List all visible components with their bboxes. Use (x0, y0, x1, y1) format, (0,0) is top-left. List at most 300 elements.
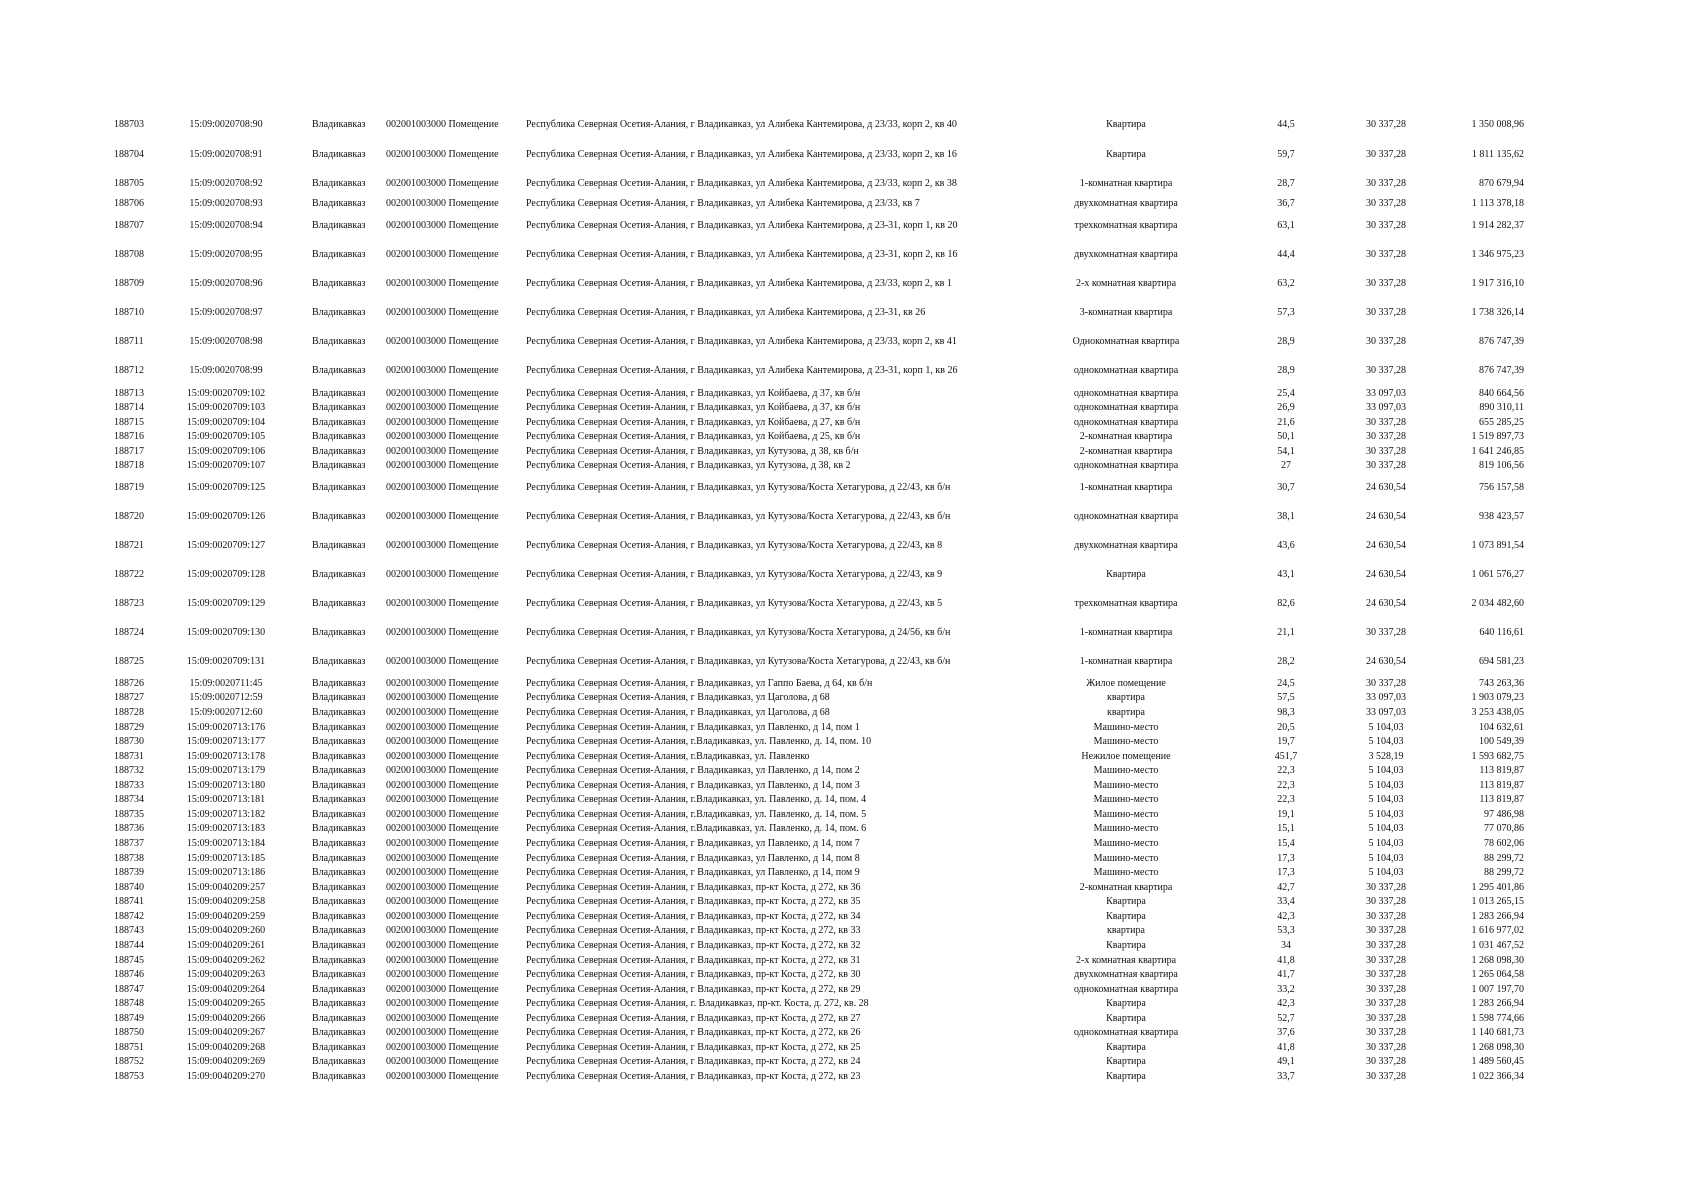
cadastral-value: 876 747,39 (1479, 336, 1524, 347)
area: 41,7 (1277, 969, 1295, 980)
cadastral-number: 15:09:0020709:129 (186, 598, 266, 609)
cadastral-number: 15:09:0020709:128 (186, 569, 266, 580)
object-code: 002001003000 Помещение (386, 198, 499, 209)
cadastral-number: 15:09:0040209:261 (186, 940, 266, 951)
address: Республика Северная Осетия-Алания, г Владикавказ, пр-кт Коста, д 272, кв 23 (526, 1071, 861, 1082)
row-id: 188712 (114, 365, 144, 376)
cadastral-number: 15:09:0020708:98 (189, 336, 263, 347)
table-row (0, 177, 1697, 191)
object-code: 002001003000 Помещение (386, 678, 499, 689)
object-code: 002001003000 Помещение (386, 1071, 499, 1082)
cadastral-value: 1 917 316,10 (1471, 278, 1524, 289)
area: 42,3 (1277, 911, 1295, 922)
object-type: Машино-место (1093, 794, 1159, 805)
row-id: 188706 (114, 198, 144, 209)
cadastral-value: 1 265 064,58 (1471, 969, 1524, 980)
address: Республика Северная Осетия-Алания, г Владикавказ, ул Алибека Кантемирова, д 23-31, корп 1, кв 20 (526, 220, 958, 231)
area: 36,7 (1277, 198, 1295, 209)
city: Владикавказ (312, 780, 366, 791)
object-type: Машино-место (1093, 867, 1159, 878)
object-code: 002001003000 Помещение (386, 969, 499, 980)
object-type: Жилое помещение (1086, 678, 1166, 689)
unit-price: 30 337,28 (1366, 249, 1406, 260)
city: Владикавказ (312, 460, 366, 471)
object-code: 002001003000 Помещение (386, 278, 499, 289)
cadastral-value: 1 519 897,73 (1471, 431, 1524, 442)
row-id: 188740 (114, 882, 144, 893)
area: 63,2 (1277, 278, 1295, 289)
address: Республика Северная Осетия-Алания, г Владикавказ, пр-кт Коста, д 272, кв 34 (526, 911, 861, 922)
object-code: 002001003000 Помещение (386, 365, 499, 376)
object-code: 002001003000 Помещение (386, 482, 499, 493)
unit-price: 30 337,28 (1366, 446, 1406, 457)
object-code: 002001003000 Помещение (386, 511, 499, 522)
area: 49,1 (1277, 1056, 1295, 1067)
area: 44,5 (1277, 119, 1295, 130)
row-id: 188752 (114, 1056, 144, 1067)
area: 20,5 (1277, 722, 1295, 733)
object-type: однокомнатная квартира (1073, 388, 1179, 399)
object-code: 002001003000 Помещение (386, 853, 499, 864)
object-type: двухкомнатная квартира (1074, 969, 1178, 980)
area: 41,8 (1277, 955, 1295, 966)
object-type: трехкомнатная квартира (1074, 598, 1178, 609)
address: Республика Северная Осетия-Алания, г Владикавказ, ул Кутузова/Коста Хетагурова, д 22/43, кв б/н (526, 482, 951, 493)
object-code: 002001003000 Помещение (386, 867, 499, 878)
unit-price: 30 337,28 (1366, 1042, 1406, 1053)
object-type: Машино-место (1093, 838, 1159, 849)
cadastral-value: 78 602,06 (1484, 838, 1524, 849)
cadastral-number: 15:09:0020713:178 (186, 751, 266, 762)
cadastral-value: 100 549,39 (1479, 736, 1524, 747)
area: 24,5 (1277, 678, 1295, 689)
unit-price: 5 104,03 (1368, 838, 1404, 849)
cadastral-value: 876 747,39 (1479, 365, 1524, 376)
cadastral-value: 1 268 098,30 (1471, 1042, 1524, 1053)
object-code: 002001003000 Помещение (386, 780, 499, 791)
cadastral-value: 1 598 774,66 (1471, 1013, 1524, 1024)
address: Республика Северная Осетия-Алания, г Владикавказ, ул Койбаева, д 27, кв б/н (526, 417, 861, 428)
cadastral-value: 113 819,87 (1479, 794, 1524, 805)
city: Владикавказ (312, 998, 366, 1009)
cadastral-value: 2 034 482,60 (1471, 598, 1524, 609)
row-id: 188717 (114, 446, 144, 457)
unit-price: 5 104,03 (1368, 794, 1404, 805)
address: Республика Северная Осетия-Алания, г Владикавказ, пр-кт Коста, д 272, кв 33 (526, 925, 861, 936)
area: 28,2 (1277, 656, 1295, 667)
cadastral-value: 840 664,56 (1479, 388, 1524, 399)
object-code: 002001003000 Помещение (386, 307, 499, 318)
cadastral-value: 113 819,87 (1479, 765, 1524, 776)
city: Владикавказ (312, 896, 366, 907)
cadastral-number: 15:09:0020709:107 (186, 460, 266, 471)
city: Владикавказ (312, 838, 366, 849)
unit-price: 30 337,28 (1366, 149, 1406, 160)
city: Владикавказ (312, 1071, 366, 1082)
object-type: 2-комнатная квартира (1079, 431, 1173, 442)
address: Республика Северная Осетия-Алания, г Владикавказ, ул Кутузова, д 38, кв б/н (526, 446, 859, 457)
cadastral-value: 1 113 378,18 (1471, 198, 1524, 209)
table-row (0, 597, 1697, 611)
city: Владикавказ (312, 388, 366, 399)
row-id: 188704 (114, 149, 144, 160)
area: 53,3 (1277, 925, 1295, 936)
cadastral-value: 88 299,72 (1484, 853, 1524, 864)
address: Республика Северная Осетия-Алания, г. Владикавказ, пр-кт. Коста, д. 272, кв. 28 (526, 998, 869, 1009)
area: 28,7 (1277, 178, 1295, 189)
table-row (0, 197, 1697, 211)
object-type: однокомнатная квартира (1073, 1027, 1179, 1038)
row-id: 188707 (114, 220, 144, 231)
table-row (0, 626, 1697, 640)
area: 17,3 (1277, 853, 1295, 864)
cadastral-number: 15:09:0040209:265 (186, 998, 266, 1009)
city: Владикавказ (312, 678, 366, 689)
city: Владикавказ (312, 569, 366, 580)
object-type: квартира (1107, 692, 1145, 703)
city: Владикавказ (312, 119, 366, 130)
unit-price: 30 337,28 (1366, 984, 1406, 995)
area: 52,7 (1277, 1013, 1295, 1024)
table-row (0, 568, 1697, 582)
area: 21,6 (1277, 417, 1295, 428)
cadastral-number: 15:09:0040209:266 (186, 1013, 266, 1024)
row-id: 188746 (114, 969, 144, 980)
address: Республика Северная Осетия-Алания, г Владикавказ, ул Кутузова/Коста Хетагурова, д 22/43, кв б/н (526, 511, 951, 522)
cadastral-value: 1 295 401,86 (1471, 882, 1524, 893)
table-row (0, 910, 1697, 924)
city: Владикавказ (312, 198, 366, 209)
object-code: 002001003000 Помещение (386, 627, 499, 638)
row-id: 188734 (114, 794, 144, 805)
address: Республика Северная Осетия-Алания, г Владикавказ, пр-кт Коста, д 272, кв 36 (526, 882, 861, 893)
object-type: Машино-место (1093, 722, 1159, 733)
area: 33,4 (1277, 896, 1295, 907)
cadastral-number: 15:09:0020708:90 (189, 119, 263, 130)
table-row (0, 939, 1697, 953)
table-row (0, 706, 1697, 720)
object-type: 1-комнатная квартира (1079, 178, 1173, 189)
address: Республика Северная Осетия-Алания, г Владикавказ, ул Павленко, д 14, пом 7 (526, 838, 860, 849)
address: Республика Северная Осетия-Алания, г Владикавказ, пр-кт Коста, д 272, кв 29 (526, 984, 861, 995)
object-code: 002001003000 Помещение (386, 460, 499, 471)
cadastral-value: 640 116,61 (1479, 627, 1524, 638)
cadastral-value: 1 007 197,70 (1471, 984, 1524, 995)
address: Республика Северная Осетия-Алания, г Владикавказ, ул Койбаева, д 25, кв б/н (526, 431, 861, 442)
area: 59,7 (1277, 149, 1295, 160)
row-id: 188742 (114, 911, 144, 922)
object-code: 002001003000 Помещение (386, 540, 499, 551)
object-type: 1-комнатная квартира (1079, 656, 1173, 667)
area: 28,9 (1277, 336, 1295, 347)
table-row (0, 1012, 1697, 1026)
address: Республика Северная Осетия-Алания, г Владикавказ, ул Павленко, д 14, пом 9 (526, 867, 860, 878)
cadastral-value: 1 283 266,94 (1471, 998, 1524, 1009)
cadastral-value: 1 140 681,73 (1471, 1027, 1524, 1038)
row-id: 188748 (114, 998, 144, 1009)
unit-price: 33 097,03 (1366, 707, 1406, 718)
cadastral-number: 15:09:0020711:45 (189, 678, 263, 689)
address: Республика Северная Осетия-Алания, г Владикавказ, ул Цаголова, д 68 (526, 707, 830, 718)
object-type: Квартира (1106, 569, 1146, 580)
cadastral-number: 15:09:0020708:94 (189, 220, 263, 231)
cadastral-number: 15:09:0020709:130 (186, 627, 266, 638)
city: Владикавказ (312, 955, 366, 966)
object-type: однокомнатная квартира (1073, 417, 1179, 428)
row-id: 188713 (114, 388, 144, 399)
area: 17,3 (1277, 867, 1295, 878)
address: Республика Северная Осетия-Алания, г Владикавказ, ул Павленко, д 14, пом 2 (526, 765, 860, 776)
cadastral-value: 1 061 576,27 (1471, 569, 1524, 580)
city: Владикавказ (312, 627, 366, 638)
cadastral-value: 1 346 975,23 (1471, 249, 1524, 260)
address: Республика Северная Осетия-Алания, г Владикавказ, ул Алибека Кантемирова, д 23/33, кв 7 (526, 198, 920, 209)
row-id: 188708 (114, 249, 144, 260)
row-id: 188744 (114, 940, 144, 951)
object-type: однокомнатная квартира (1073, 984, 1179, 995)
table-row (0, 779, 1697, 793)
city: Владикавказ (312, 482, 366, 493)
table-row (0, 306, 1697, 320)
row-id: 188725 (114, 656, 144, 667)
object-code: 002001003000 Помещение (386, 823, 499, 834)
cadastral-value: 1 738 326,14 (1471, 307, 1524, 318)
city: Владикавказ (312, 1056, 366, 1067)
unit-price: 30 337,28 (1366, 1013, 1406, 1024)
cadastral-value: 1 013 265,15 (1471, 896, 1524, 907)
area: 37,6 (1277, 1027, 1295, 1038)
object-code: 002001003000 Помещение (386, 955, 499, 966)
cadastral-value: 1 811 135,62 (1471, 149, 1524, 160)
cadastral-number: 15:09:0020713:185 (186, 853, 266, 864)
cadastral-value: 1 283 266,94 (1471, 911, 1524, 922)
city: Владикавказ (312, 722, 366, 733)
cadastral-number: 15:09:0020713:183 (186, 823, 266, 834)
cadastral-number: 15:09:0040209:259 (186, 911, 266, 922)
unit-price: 30 337,28 (1366, 998, 1406, 1009)
cadastral-number: 15:09:0020712:60 (189, 707, 263, 718)
cadastral-number: 15:09:0020708:96 (189, 278, 263, 289)
cadastral-number: 15:09:0020709:104 (186, 417, 266, 428)
row-id: 188727 (114, 692, 144, 703)
table-row (0, 459, 1697, 473)
row-id: 188705 (114, 178, 144, 189)
table-row (0, 924, 1697, 938)
cadastral-value: 1 022 366,34 (1471, 1071, 1524, 1082)
unit-price: 24 630,54 (1366, 482, 1406, 493)
row-id: 188739 (114, 867, 144, 878)
table-row (0, 822, 1697, 836)
object-code: 002001003000 Помещение (386, 1013, 499, 1024)
object-type: 2-х комнатная квартира (1075, 955, 1177, 966)
unit-price: 5 104,03 (1368, 765, 1404, 776)
object-code: 002001003000 Помещение (386, 998, 499, 1009)
object-type: Машино-место (1093, 765, 1159, 776)
address: Республика Северная Осетия-Алания, г.Владикавказ, ул. Павленко (526, 751, 810, 762)
row-id: 188723 (114, 598, 144, 609)
cadastral-value: 1 641 246,85 (1471, 446, 1524, 457)
object-type: Машино-место (1093, 780, 1159, 791)
object-type: однокомнатная квартира (1073, 365, 1179, 376)
cadastral-number: 15:09:0020709:131 (186, 656, 266, 667)
object-type: Машино-место (1093, 823, 1159, 834)
row-id: 188738 (114, 853, 144, 864)
row-id: 188732 (114, 765, 144, 776)
cadastral-number: 15:09:0020709:106 (186, 446, 266, 457)
city: Владикавказ (312, 402, 366, 413)
cadastral-number: 15:09:0020709:125 (186, 482, 266, 493)
row-id: 188741 (114, 896, 144, 907)
address: Республика Северная Осетия-Алания, г Владикавказ, пр-кт Коста, д 272, кв 24 (526, 1056, 861, 1067)
object-code: 002001003000 Помещение (386, 794, 499, 805)
object-type: Машино-место (1093, 853, 1159, 864)
unit-price: 30 337,28 (1366, 431, 1406, 442)
table-row (0, 837, 1697, 851)
cadastral-value: 1 073 891,54 (1471, 540, 1524, 551)
row-id: 188716 (114, 431, 144, 442)
unit-price: 30 337,28 (1366, 896, 1406, 907)
object-type: двухкомнатная квартира (1074, 540, 1178, 551)
object-type: Квартира (1106, 149, 1146, 160)
address: Республика Северная Осетия-Алания, г Владикавказ, ул Кутузова/Коста Хетагурова, д 24/56, кв б/н (526, 627, 951, 638)
table-row (0, 416, 1697, 430)
unit-price: 30 337,28 (1366, 198, 1406, 209)
object-code: 002001003000 Помещение (386, 402, 499, 413)
object-code: 002001003000 Помещение (386, 940, 499, 951)
cadastral-value: 1 268 098,30 (1471, 955, 1524, 966)
table-row (0, 721, 1697, 735)
cadastral-number: 15:09:0020708:91 (189, 149, 263, 160)
row-id: 188733 (114, 780, 144, 791)
address: Республика Северная Осетия-Алания, г.Владикавказ, ул. Павленко, д. 14, пом. 5 (526, 809, 867, 820)
city: Владикавказ (312, 431, 366, 442)
row-id: 188747 (114, 984, 144, 995)
table-row (0, 1055, 1697, 1069)
object-type: Квартира (1106, 911, 1146, 922)
area: 22,3 (1277, 780, 1295, 791)
unit-price: 24 630,54 (1366, 540, 1406, 551)
row-id: 188743 (114, 925, 144, 936)
unit-price: 3 528,19 (1368, 751, 1404, 762)
city: Владикавказ (312, 692, 366, 703)
unit-price: 33 097,03 (1366, 402, 1406, 413)
object-code: 002001003000 Помещение (386, 838, 499, 849)
object-code: 002001003000 Помещение (386, 446, 499, 457)
address: Республика Северная Осетия-Алания, г Владикавказ, ул Гаппо Баева, д 64, кв б/н (526, 678, 873, 689)
unit-price: 5 104,03 (1368, 809, 1404, 820)
address: Республика Северная Осетия-Алания, г.Владикавказ, ул. Павленко, д. 14, пом. 4 (526, 794, 867, 805)
cadastral-number: 15:09:0020709:103 (186, 402, 266, 413)
object-type: Квартира (1106, 119, 1146, 130)
object-type: Квартира (1106, 1071, 1146, 1082)
area: 27 (1281, 460, 1291, 471)
object-code: 002001003000 Помещение (386, 765, 499, 776)
cadastral-number: 15:09:0020713:176 (186, 722, 266, 733)
area: 28,9 (1277, 365, 1295, 376)
city: Владикавказ (312, 511, 366, 522)
table-row (0, 983, 1697, 997)
area: 34 (1281, 940, 1291, 951)
area: 19,1 (1277, 809, 1295, 820)
cadastral-value: 694 581,23 (1479, 656, 1524, 667)
area: 82,6 (1277, 598, 1295, 609)
cadastral-number: 15:09:0020708:92 (189, 178, 263, 189)
table-row (0, 881, 1697, 895)
object-code: 002001003000 Помещение (386, 149, 499, 160)
cadastral-number: 15:09:0020709:102 (186, 388, 266, 399)
cadastral-number: 15:09:0040209:270 (186, 1071, 266, 1082)
address: Республика Северная Осетия-Алания, г Владикавказ, ул Койбаева, д 37, кв б/н (526, 402, 861, 413)
unit-price: 5 104,03 (1368, 823, 1404, 834)
cadastral-value: 1 593 682,75 (1471, 751, 1524, 762)
city: Владикавказ (312, 1042, 366, 1053)
address: Республика Северная Осетия-Алания, г Владикавказ, пр-кт Коста, д 272, кв 35 (526, 896, 861, 907)
address: Республика Северная Осетия-Алания, г Владикавказ, ул Павленко, д 14, пом 1 (526, 722, 860, 733)
row-id: 188724 (114, 627, 144, 638)
object-code: 002001003000 Помещение (386, 809, 499, 820)
unit-price: 30 337,28 (1366, 627, 1406, 638)
address: Республика Северная Осетия-Алания, г Владикавказ, ул Павленко, д 14, пом 3 (526, 780, 860, 791)
cadastral-number: 15:09:0040209:258 (186, 896, 266, 907)
table-row (0, 852, 1697, 866)
unit-price: 5 104,03 (1368, 853, 1404, 864)
cadastral-value: 756 157,58 (1479, 482, 1524, 493)
table-row (0, 750, 1697, 764)
object-code: 002001003000 Помещение (386, 220, 499, 231)
table-row (0, 1070, 1697, 1084)
address: Республика Северная Осетия-Алания, г Владикавказ, ул Алибека Кантемирова, д 23/33, корп 2, кв 38 (526, 178, 957, 189)
object-type: квартира (1107, 925, 1145, 936)
table-row (0, 997, 1697, 1011)
table-row (0, 539, 1697, 553)
table-row (0, 481, 1697, 495)
unit-price: 30 337,28 (1366, 220, 1406, 231)
row-id: 188737 (114, 838, 144, 849)
row-id: 188750 (114, 1027, 144, 1038)
cadastral-value: 1 903 079,23 (1471, 692, 1524, 703)
table-row (0, 968, 1697, 982)
address: Республика Северная Осетия-Алания, г Владикавказ, ул Алибека Кантемирова, д 23/33, корп 2, кв 40 (526, 119, 957, 130)
cadastral-number: 15:09:0040209:268 (186, 1042, 266, 1053)
area: 63,1 (1277, 220, 1295, 231)
unit-price: 5 104,03 (1368, 722, 1404, 733)
table-row (0, 655, 1697, 669)
table-row (0, 219, 1697, 233)
address: Республика Северная Осетия-Алания, г Владикавказ, ул Кутузова/Коста Хетагурова, д 22/43, кв б/н (526, 656, 951, 667)
city: Владикавказ (312, 540, 366, 551)
city: Владикавказ (312, 365, 366, 376)
area: 38,1 (1277, 511, 1295, 522)
cadastral-number: 15:09:0040209:262 (186, 955, 266, 966)
row-id: 188715 (114, 417, 144, 428)
area: 98,3 (1277, 707, 1295, 718)
object-type: квартира (1107, 707, 1145, 718)
object-code: 002001003000 Помещение (386, 925, 499, 936)
address: Республика Северная Осетия-Алания, г Владикавказ, ул Алибека Кантемирова, д 23-31, корп 1, кв 26 (526, 365, 958, 376)
row-id: 188720 (114, 511, 144, 522)
object-code: 002001003000 Помещение (386, 692, 499, 703)
city: Владикавказ (312, 984, 366, 995)
cadastral-value: 743 263,36 (1479, 678, 1524, 689)
area: 30,7 (1277, 482, 1295, 493)
area: 42,3 (1277, 998, 1295, 1009)
cadastral-value: 1 616 977,02 (1471, 925, 1524, 936)
area: 22,3 (1277, 794, 1295, 805)
cadastral-value: 3 253 438,05 (1471, 707, 1524, 718)
object-code: 002001003000 Помещение (386, 656, 499, 667)
table-row (0, 954, 1697, 968)
cadastral-number: 15:09:0020708:95 (189, 249, 263, 260)
